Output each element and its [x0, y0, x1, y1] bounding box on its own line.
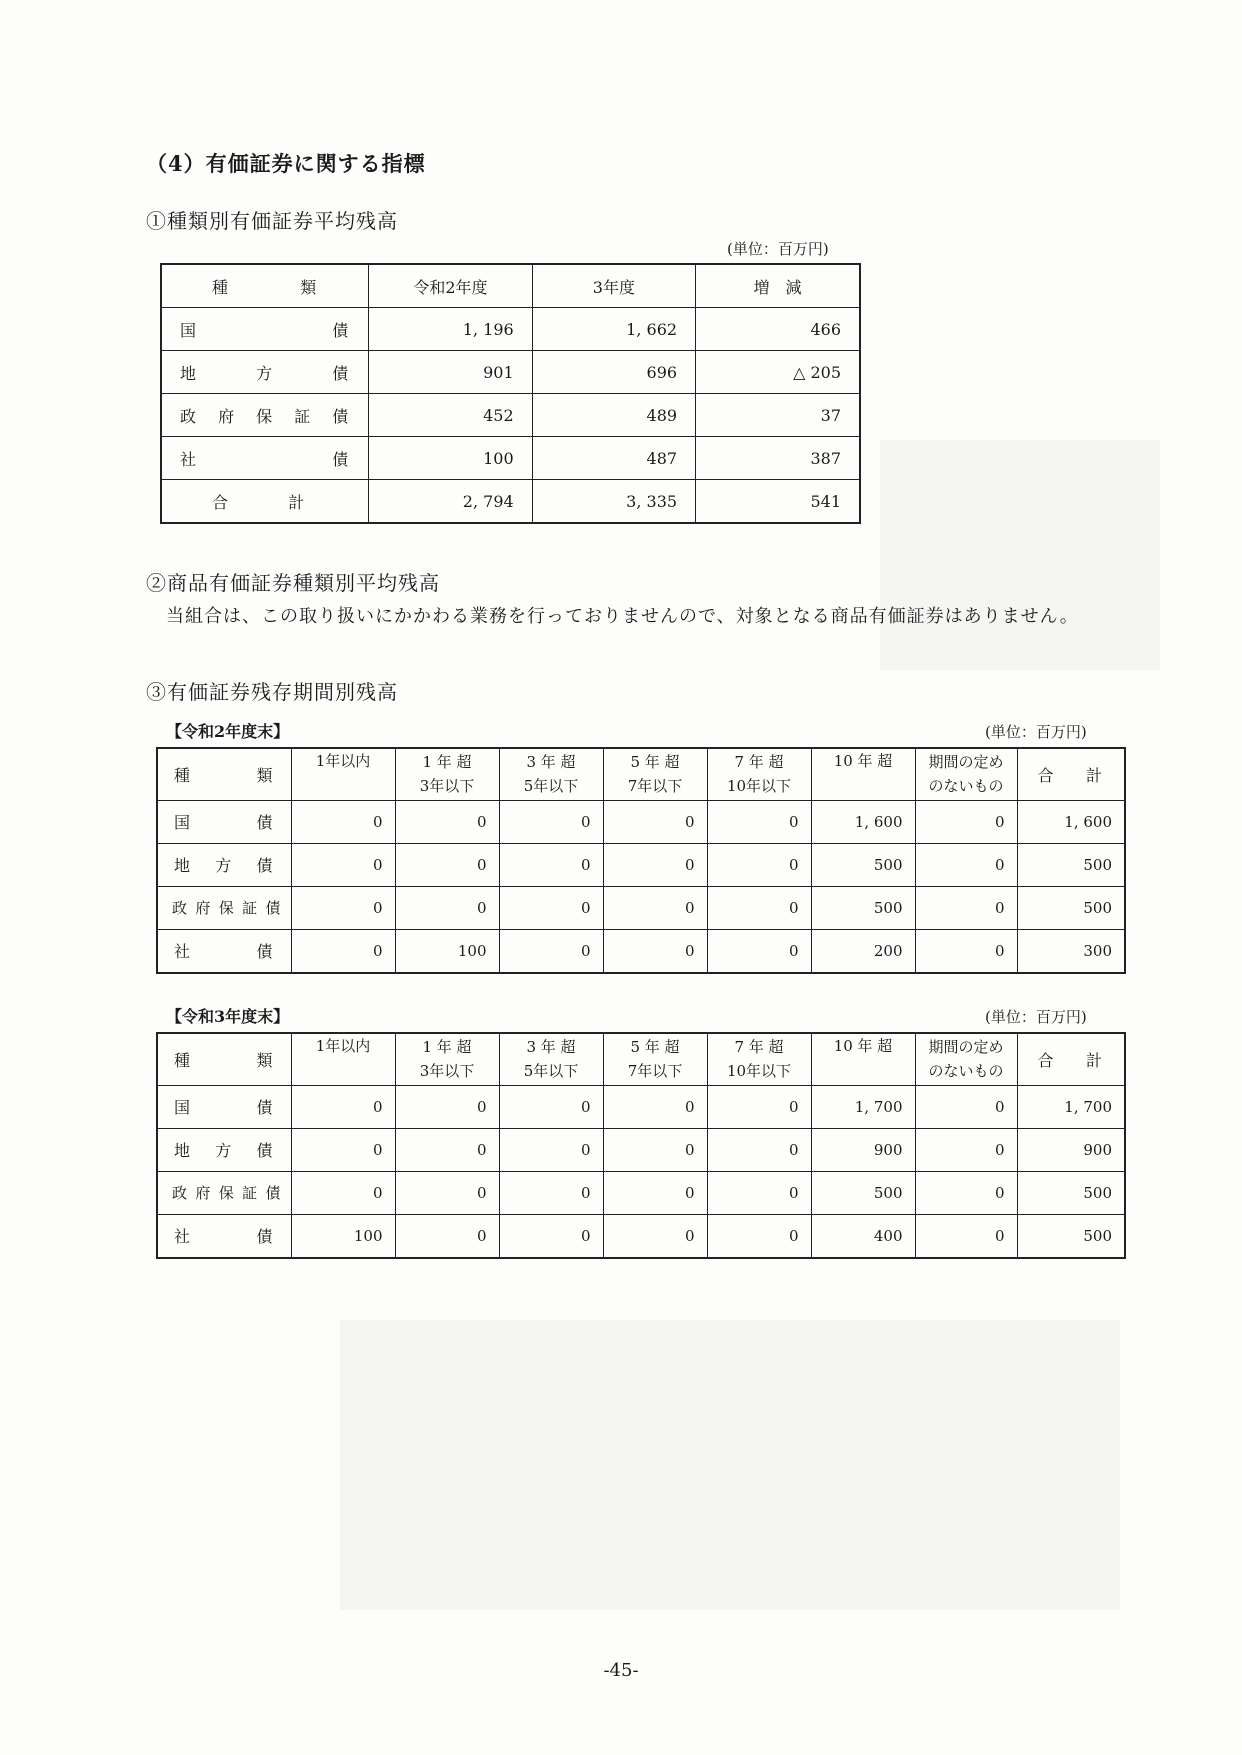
header-7-10y: 7 年 超 10年以下: [707, 748, 811, 800]
cell: 500: [811, 843, 915, 886]
cell: 0: [707, 1128, 811, 1171]
cell: 100: [369, 437, 532, 480]
total-row: [161, 480, 860, 524]
cell: 387: [696, 437, 860, 480]
cell: 0: [395, 843, 499, 886]
cell: 0: [291, 886, 395, 929]
header-3-5y: 3 年 超 5年以下: [499, 748, 603, 800]
header-type: 種 類: [157, 1033, 291, 1085]
cell: 0: [499, 1085, 603, 1128]
cell: 0: [499, 1171, 603, 1214]
table-row: [157, 1128, 1125, 1171]
header-5-7y: 5 年 超 7年以下: [603, 1033, 707, 1085]
table-row: [157, 886, 1125, 929]
cell: 0: [499, 1214, 603, 1258]
header-within-1y: 1年以内: [291, 748, 395, 800]
average-balance-table: [160, 263, 861, 524]
cell: 0: [291, 843, 395, 886]
cell: 0: [395, 800, 499, 843]
cell: 0: [915, 886, 1017, 929]
cell: 0: [603, 1128, 707, 1171]
cell: 1, 662: [532, 308, 695, 351]
row-label: 地 方 債: [157, 843, 291, 886]
maturity-table-r2: [156, 747, 1126, 974]
row-label: 政府保証債: [157, 1171, 291, 1214]
header-no-term: 期間の定め のないもの: [915, 748, 1017, 800]
cell: 1, 600: [811, 800, 915, 843]
row-label: 社 債: [157, 929, 291, 973]
cell: 500: [1017, 886, 1125, 929]
sub3-title: ③有価証券残存期間別残高: [146, 680, 398, 704]
cell: 400: [811, 1214, 915, 1258]
cell: 0: [291, 1171, 395, 1214]
cell: 0: [395, 1171, 499, 1214]
row-label: 国 債: [157, 800, 291, 843]
cell: 0: [603, 886, 707, 929]
cell: 3, 335: [532, 480, 695, 524]
cell: 901: [369, 351, 532, 394]
header-r2: 令和2年度: [369, 264, 532, 308]
cell: 541: [696, 480, 860, 524]
cell: 487: [532, 437, 695, 480]
cell: 0: [499, 843, 603, 886]
cell: 500: [811, 1171, 915, 1214]
header-change: 増 減: [696, 264, 860, 308]
row-label: 社 債: [157, 1214, 291, 1258]
cell: 1, 600: [1017, 800, 1125, 843]
cell: 0: [395, 886, 499, 929]
cell: 500: [811, 886, 915, 929]
header-type: 種 類: [157, 748, 291, 800]
cell: 200: [811, 929, 915, 973]
cell: 0: [291, 800, 395, 843]
cell: 0: [603, 800, 707, 843]
cell: 0: [707, 1214, 811, 1258]
row-label: 政府保証債: [157, 886, 291, 929]
table-row: [161, 308, 860, 351]
cell: 900: [811, 1128, 915, 1171]
cell: △ 205: [696, 351, 860, 394]
cell: 0: [499, 929, 603, 973]
row-label: 国 債: [157, 1085, 291, 1128]
cell: 0: [603, 843, 707, 886]
cell: 500: [1017, 1214, 1125, 1258]
cell: 500: [1017, 1171, 1125, 1214]
header-total: 合 計: [1017, 1033, 1125, 1085]
row-label: 地 方 債: [161, 351, 369, 394]
cell: 0: [291, 1085, 395, 1128]
cell: 489: [532, 394, 695, 437]
cell: 452: [369, 394, 532, 437]
table-header-row: [157, 748, 1125, 800]
cell: 696: [532, 351, 695, 394]
row-label: 合 計: [161, 480, 369, 524]
table-row: [157, 929, 1125, 973]
header-r3: 3年度: [532, 264, 695, 308]
cell: 1, 196: [369, 308, 532, 351]
cell: 0: [499, 800, 603, 843]
section-title: （4）有価証券に関する指標: [146, 151, 426, 176]
cell: 0: [395, 1214, 499, 1258]
header-over-10y: 10 年 超: [811, 1033, 915, 1085]
cell: 0: [915, 929, 1017, 973]
header-7-10y: 7 年 超 10年以下: [707, 1033, 811, 1085]
cell: 0: [499, 886, 603, 929]
header-type: 種 類: [161, 264, 369, 308]
cell: 100: [291, 1214, 395, 1258]
row-label: 政府保証債: [161, 394, 369, 437]
cell: 0: [395, 1085, 499, 1128]
table-row: [157, 1214, 1125, 1258]
header-within-1y: 1年以内: [291, 1033, 395, 1085]
cell: 0: [603, 1085, 707, 1128]
sub2-title: ②商品有価証券種類別平均残高: [146, 571, 440, 595]
cell: 0: [603, 1171, 707, 1214]
header-1-3y: 1 年 超 3年以下: [395, 1033, 499, 1085]
cell: 0: [707, 929, 811, 973]
cell: 0: [915, 1085, 1017, 1128]
table-row: [157, 1085, 1125, 1128]
table-header-row: [161, 264, 860, 308]
table-r2-caption: 【令和2年度末】: [166, 722, 290, 741]
cell: 0: [395, 1128, 499, 1171]
bleed-through-shadow: [880, 440, 1160, 670]
cell: 0: [707, 1085, 811, 1128]
cell: 37: [696, 394, 860, 437]
cell: 0: [707, 886, 811, 929]
row-label: 地 方 債: [157, 1128, 291, 1171]
cell: 300: [1017, 929, 1125, 973]
sub2-body: 当組合は、この取り扱いにかかわる業務を行っておりませんので、対象となる商品有価証券はありません。: [166, 606, 1079, 627]
maturity-table-r3: [156, 1032, 1126, 1259]
bleed-through-shadow-2: [340, 1320, 1120, 1610]
header-5-7y: 5 年 超 7年以下: [603, 748, 707, 800]
cell: 0: [499, 1128, 603, 1171]
cell: 1, 700: [1017, 1085, 1125, 1128]
header-over-10y: 10 年 超: [811, 748, 915, 800]
cell: 0: [707, 800, 811, 843]
sub1-title: ①種類別有価証券平均残高: [146, 209, 398, 233]
cell: 0: [603, 1214, 707, 1258]
sub3-unit-r2: (単位：百万円): [985, 723, 1087, 741]
cell: 0: [915, 1171, 1017, 1214]
table-row: [157, 800, 1125, 843]
header-total: 合 計: [1017, 748, 1125, 800]
cell: 0: [707, 1171, 811, 1214]
cell: 0: [915, 843, 1017, 886]
row-label: 国 債: [161, 308, 369, 351]
cell: 466: [696, 308, 860, 351]
cell: 0: [915, 1214, 1017, 1258]
table-row: [161, 394, 860, 437]
header-no-term: 期間の定め のないもの: [915, 1033, 1017, 1085]
cell: 0: [915, 800, 1017, 843]
cell: 0: [707, 843, 811, 886]
header-3-5y: 3 年 超 5年以下: [499, 1033, 603, 1085]
page-number: -45-: [603, 1660, 639, 1681]
table-r3-caption: 【令和3年度末】: [166, 1007, 290, 1026]
header-1-3y: 1 年 超 3年以下: [395, 748, 499, 800]
cell: 0: [291, 929, 395, 973]
cell: 900: [1017, 1128, 1125, 1171]
sub1-unit: (単位：百万円): [727, 240, 829, 258]
table-row: [161, 437, 860, 480]
cell: 1, 700: [811, 1085, 915, 1128]
cell: 0: [291, 1128, 395, 1171]
table-row: [157, 1171, 1125, 1214]
row-label: 社 債: [161, 437, 369, 480]
cell: 100: [395, 929, 499, 973]
cell: 500: [1017, 843, 1125, 886]
sub3-unit-r3: (単位：百万円): [985, 1008, 1087, 1026]
table-header-row: [157, 1033, 1125, 1085]
cell: 0: [603, 929, 707, 973]
table-row: [161, 351, 860, 394]
cell: 2, 794: [369, 480, 532, 524]
table-row: [157, 843, 1125, 886]
cell: 0: [915, 1128, 1017, 1171]
